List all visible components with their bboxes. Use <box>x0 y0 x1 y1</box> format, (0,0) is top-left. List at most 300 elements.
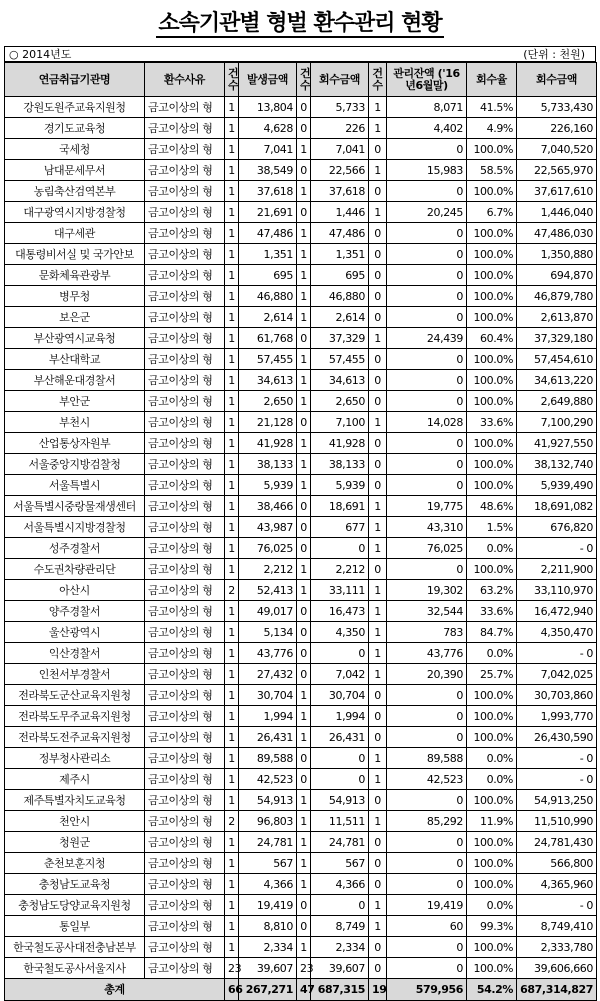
cell-rate: 58.5% <box>467 160 517 181</box>
cell-rate: 33.6% <box>467 601 517 622</box>
cell-reason: 금고이상의 형 <box>145 664 225 685</box>
col-count3: 건수 <box>369 63 387 97</box>
cell-rate: 99.3% <box>467 916 517 937</box>
cell-reason: 금고이상의 형 <box>145 433 225 454</box>
cell-n2: 1 <box>297 832 311 853</box>
cell-reason: 금고이상의 형 <box>145 874 225 895</box>
cell-recovered: 0 <box>311 769 369 790</box>
cell-amount: 566,800 <box>517 853 597 874</box>
cell-balance: 19,775 <box>387 496 467 517</box>
cell-balance: 0 <box>387 475 467 496</box>
cell-amount: 226,160 <box>517 118 597 139</box>
cell-n3: 1 <box>369 202 387 223</box>
cell-reason: 금고이상의 형 <box>145 580 225 601</box>
cell-rate: 60.4% <box>467 328 517 349</box>
cell-n2: 0 <box>297 895 311 916</box>
cell-balance: 0 <box>387 139 467 160</box>
cell-reason: 금고이상의 형 <box>145 454 225 475</box>
cell-agency: 전라북도무주교육지원청 <box>5 706 145 727</box>
cell-n2: 1 <box>297 286 311 307</box>
cell-agency: 강원도원주교육지원청 <box>5 97 145 118</box>
cell-agency: 부안군 <box>5 391 145 412</box>
cell-recovered: 677 <box>311 517 369 538</box>
cell-n3: 1 <box>369 496 387 517</box>
cell-recovered: 34,613 <box>311 370 369 391</box>
cell-n3: 1 <box>369 328 387 349</box>
cell-n3: 0 <box>369 286 387 307</box>
cell-balance: 0 <box>387 223 467 244</box>
cell-issued: 89,588 <box>239 748 297 769</box>
cell-recovered: 38,133 <box>311 454 369 475</box>
cell-recovered: 7,100 <box>311 412 369 433</box>
cell-n2: 0 <box>297 664 311 685</box>
cell-n1: 1 <box>225 412 239 433</box>
cell-issued: 2,334 <box>239 937 297 958</box>
cell-n1: 1 <box>225 328 239 349</box>
total-n2: 47 <box>297 979 311 1001</box>
total-issued: 267,271 <box>239 979 297 1001</box>
cell-rate: 100.0% <box>467 286 517 307</box>
cell-recovered: 567 <box>311 853 369 874</box>
cell-n2: 1 <box>297 391 311 412</box>
cell-n3: 1 <box>369 748 387 769</box>
cell-reason: 금고이상의 형 <box>145 748 225 769</box>
cell-n1: 1 <box>225 748 239 769</box>
cell-rate: 100.0% <box>467 832 517 853</box>
cell-n1: 1 <box>225 496 239 517</box>
cell-recovered: 37,329 <box>311 328 369 349</box>
col-issued: 발생금액 <box>239 63 297 97</box>
cell-amount: 7,040,520 <box>517 139 597 160</box>
cell-rate: 100.0% <box>467 370 517 391</box>
table-row <box>5 286 597 307</box>
cell-amount: 47,486,030 <box>517 223 597 244</box>
cell-n3: 1 <box>369 160 387 181</box>
cell-issued: 37,618 <box>239 181 297 202</box>
cell-rate: 0.0% <box>467 643 517 664</box>
cell-agency: 춘천보훈지청 <box>5 853 145 874</box>
cell-recovered: 7,042 <box>311 664 369 685</box>
cell-balance: 0 <box>387 307 467 328</box>
cell-balance: 76,025 <box>387 538 467 559</box>
cell-balance: 0 <box>387 874 467 895</box>
cell-rate: 0.0% <box>467 769 517 790</box>
cell-n3: 1 <box>369 916 387 937</box>
cell-n3: 0 <box>369 475 387 496</box>
cell-balance: 19,302 <box>387 580 467 601</box>
cell-n1: 1 <box>225 790 239 811</box>
cell-recovered: 26,431 <box>311 727 369 748</box>
cell-amount: 39,606,660 <box>517 958 597 979</box>
cell-reason: 금고이상의 형 <box>145 853 225 874</box>
cell-balance: 0 <box>387 937 467 958</box>
cell-balance: 0 <box>387 181 467 202</box>
cell-rate: 100.0% <box>467 307 517 328</box>
cell-n3: 0 <box>369 853 387 874</box>
cell-agency: 충청남도교육청 <box>5 874 145 895</box>
cell-recovered: 18,691 <box>311 496 369 517</box>
cell-n3: 0 <box>369 139 387 160</box>
cell-balance: 85,292 <box>387 811 467 832</box>
cell-balance: 20,245 <box>387 202 467 223</box>
cell-issued: 27,432 <box>239 664 297 685</box>
cell-agency: 수도권차량관리단 <box>5 559 145 580</box>
table-row <box>5 454 597 475</box>
cell-n1: 1 <box>225 664 239 685</box>
cell-recovered: 2,334 <box>311 937 369 958</box>
cell-n3: 1 <box>369 118 387 139</box>
cell-agency: 양주경찰서 <box>5 601 145 622</box>
cell-reason: 금고이상의 형 <box>145 601 225 622</box>
table-row <box>5 832 597 853</box>
cell-recovered: 1,446 <box>311 202 369 223</box>
cell-n3: 1 <box>369 580 387 601</box>
cell-balance: 0 <box>387 559 467 580</box>
cell-n1: 1 <box>225 895 239 916</box>
cell-reason: 금고이상의 형 <box>145 202 225 223</box>
table-row <box>5 643 597 664</box>
cell-n1: 1 <box>225 874 239 895</box>
cell-recovered: 4,366 <box>311 874 369 895</box>
cell-n3: 1 <box>369 643 387 664</box>
cell-amount: 41,927,550 <box>517 433 597 454</box>
cell-reason: 금고이상의 형 <box>145 391 225 412</box>
cell-recovered: 0 <box>311 643 369 664</box>
cell-rate: 100.0% <box>467 937 517 958</box>
cell-n1: 1 <box>225 769 239 790</box>
cell-rate: 41.5% <box>467 97 517 118</box>
cell-issued: 695 <box>239 265 297 286</box>
cell-agency: 성주경찰서 <box>5 538 145 559</box>
table-row <box>5 559 597 580</box>
cell-agency: 병무청 <box>5 286 145 307</box>
total-balance: 579,956 <box>387 979 467 1001</box>
cell-issued: 46,880 <box>239 286 297 307</box>
cell-reason: 금고이상의 형 <box>145 685 225 706</box>
cell-n2: 1 <box>297 265 311 286</box>
cell-reason: 금고이상의 형 <box>145 496 225 517</box>
cell-agency: 천안시 <box>5 811 145 832</box>
cell-recovered: 7,041 <box>311 139 369 160</box>
table-row <box>5 601 597 622</box>
cell-rate: 100.0% <box>467 454 517 475</box>
page-title-wrap <box>0 6 600 37</box>
cell-reason: 금고이상의 형 <box>145 622 225 643</box>
cell-agency: 제주시 <box>5 769 145 790</box>
cell-n2: 0 <box>297 496 311 517</box>
cell-n1: 1 <box>225 433 239 454</box>
cell-balance: 43,776 <box>387 643 467 664</box>
table-row <box>5 790 597 811</box>
cell-agency: 경기도교육청 <box>5 118 145 139</box>
cell-amount: 37,329,180 <box>517 328 597 349</box>
cell-balance: 0 <box>387 853 467 874</box>
cell-n2: 1 <box>297 559 311 580</box>
cell-reason: 금고이상의 형 <box>145 118 225 139</box>
cell-recovered: 4,350 <box>311 622 369 643</box>
table-row <box>5 139 597 160</box>
cell-n3: 0 <box>369 685 387 706</box>
cell-n3: 0 <box>369 958 387 979</box>
unit-label: (단위 : 천원) <box>523 48 585 61</box>
cell-agency: 통일부 <box>5 916 145 937</box>
cell-agency: 전라북도군산교육지원청 <box>5 685 145 706</box>
cell-amount: 37,617,610 <box>517 181 597 202</box>
cell-n3: 0 <box>369 937 387 958</box>
cell-rate: 1.5% <box>467 517 517 538</box>
cell-n2: 1 <box>297 874 311 895</box>
table-row <box>5 433 597 454</box>
total-row <box>5 979 597 1001</box>
header-row <box>5 63 597 97</box>
cell-amount: 7,042,025 <box>517 664 597 685</box>
cell-recovered: 1,994 <box>311 706 369 727</box>
cell-balance: 14,028 <box>387 412 467 433</box>
cell-n1: 1 <box>225 454 239 475</box>
table-row <box>5 160 597 181</box>
cell-agency: 대구광역시지방경찰청 <box>5 202 145 223</box>
cell-amount: - 0 <box>517 769 597 790</box>
cell-issued: 2,614 <box>239 307 297 328</box>
cell-issued: 21,691 <box>239 202 297 223</box>
cell-n2: 0 <box>297 517 311 538</box>
cell-n3: 0 <box>369 181 387 202</box>
cell-n3: 1 <box>369 412 387 433</box>
cell-n3: 1 <box>369 538 387 559</box>
cell-amount: 38,132,740 <box>517 454 597 475</box>
cell-amount: - 0 <box>517 748 597 769</box>
table-row <box>5 97 597 118</box>
cell-balance: 8,071 <box>387 97 467 118</box>
cell-rate: 100.0% <box>467 475 517 496</box>
cell-n1: 1 <box>225 202 239 223</box>
col-reason: 환수사유 <box>145 63 225 97</box>
cell-n2: 1 <box>297 181 311 202</box>
cell-issued: 96,803 <box>239 811 297 832</box>
cell-issued: 13,804 <box>239 97 297 118</box>
table-row <box>5 664 597 685</box>
cell-reason: 금고이상의 형 <box>145 244 225 265</box>
cell-amount: 2,211,900 <box>517 559 597 580</box>
cell-agency: 전라북도전주교육지원청 <box>5 727 145 748</box>
table-row <box>5 622 597 643</box>
cell-balance: 0 <box>387 790 467 811</box>
cell-recovered: 8,749 <box>311 916 369 937</box>
cell-n3: 1 <box>369 895 387 916</box>
cell-n1: 1 <box>225 622 239 643</box>
cell-agency: 충청남도당양교육지원청 <box>5 895 145 916</box>
cell-n3: 1 <box>369 601 387 622</box>
cell-issued: 26,431 <box>239 727 297 748</box>
cell-n1: 2 <box>225 580 239 601</box>
total-recovered: 687,315 <box>311 979 369 1001</box>
cell-n2: 1 <box>297 790 311 811</box>
cell-n2: 1 <box>297 307 311 328</box>
cell-issued: 41,928 <box>239 433 297 454</box>
table-row <box>5 580 597 601</box>
cell-issued: 57,455 <box>239 349 297 370</box>
table-row <box>5 853 597 874</box>
cell-n3: 0 <box>369 244 387 265</box>
cell-agency: 청원군 <box>5 832 145 853</box>
cell-balance: 0 <box>387 706 467 727</box>
cell-balance: 19,419 <box>387 895 467 916</box>
cell-n3: 0 <box>369 790 387 811</box>
cell-rate: 0.0% <box>467 538 517 559</box>
cell-rate: 100.0% <box>467 958 517 979</box>
cell-n2: 0 <box>297 202 311 223</box>
cell-n3: 0 <box>369 433 387 454</box>
cell-n1: 1 <box>225 601 239 622</box>
cell-n2: 1 <box>297 475 311 496</box>
cell-n2: 0 <box>297 769 311 790</box>
cell-amount: 8,749,410 <box>517 916 597 937</box>
cell-agency: 대구세관 <box>5 223 145 244</box>
table-row <box>5 937 597 958</box>
cell-recovered: 2,650 <box>311 391 369 412</box>
cell-balance: 0 <box>387 685 467 706</box>
cell-n2: 1 <box>297 223 311 244</box>
cell-n2: 0 <box>297 748 311 769</box>
cell-amount: 26,430,590 <box>517 727 597 748</box>
cell-n3: 0 <box>369 370 387 391</box>
cell-n1: 2 <box>225 811 239 832</box>
cell-agency: 한국철도공사서울지사 <box>5 958 145 979</box>
cell-n1: 1 <box>225 265 239 286</box>
cell-reason: 금고이상의 형 <box>145 517 225 538</box>
cell-amount: 46,879,780 <box>517 286 597 307</box>
cell-n1: 1 <box>225 307 239 328</box>
cell-issued: 76,025 <box>239 538 297 559</box>
cell-n1: 1 <box>225 559 239 580</box>
cell-balance: 20,390 <box>387 664 467 685</box>
total-rate: 54.2% <box>467 979 517 1001</box>
cell-rate: 100.0% <box>467 727 517 748</box>
cell-n1: 1 <box>225 643 239 664</box>
cell-recovered: 39,607 <box>311 958 369 979</box>
cell-n2: 1 <box>297 580 311 601</box>
cell-issued: 7,041 <box>239 139 297 160</box>
cell-issued: 39,607 <box>239 958 297 979</box>
table-row <box>5 496 597 517</box>
cell-n2: 0 <box>297 538 311 559</box>
table-row <box>5 265 597 286</box>
cell-recovered: 57,455 <box>311 349 369 370</box>
cell-rate: 0.0% <box>467 895 517 916</box>
cell-n3: 0 <box>369 454 387 475</box>
cell-rate: 48.6% <box>467 496 517 517</box>
table-row <box>5 958 597 979</box>
cell-issued: 2,650 <box>239 391 297 412</box>
table-row <box>5 328 597 349</box>
cell-issued: 43,987 <box>239 517 297 538</box>
cell-rate: 100.0% <box>467 244 517 265</box>
cell-n1: 1 <box>225 370 239 391</box>
total-label: 총계 <box>5 979 225 1001</box>
cell-n2: 1 <box>297 433 311 454</box>
col-count1: 건수 <box>225 63 239 97</box>
cell-recovered: 2,212 <box>311 559 369 580</box>
col-rate: 회수율 <box>467 63 517 97</box>
page-title: 소속기관별 형벌 환수관리 현황 <box>158 11 442 36</box>
cell-agency: 부산해운대경찰서 <box>5 370 145 391</box>
cell-recovered: 24,781 <box>311 832 369 853</box>
cell-agency: 인천서부경찰서 <box>5 664 145 685</box>
recovery-table <box>4 62 597 1001</box>
cell-issued: 8,810 <box>239 916 297 937</box>
cell-n2: 1 <box>297 937 311 958</box>
cell-n2: 0 <box>297 643 311 664</box>
cell-recovered: 47,486 <box>311 223 369 244</box>
cell-rate: 100.0% <box>467 706 517 727</box>
total-n1: 66 <box>225 979 239 1001</box>
cell-recovered: 22,566 <box>311 160 369 181</box>
cell-agency: 서울특별시지방경찰청 <box>5 517 145 538</box>
total-amount: 687,314,827 <box>517 979 597 1001</box>
cell-reason: 금고이상의 형 <box>145 97 225 118</box>
cell-rate: 25.7% <box>467 664 517 685</box>
cell-recovered: 0 <box>311 748 369 769</box>
cell-n1: 1 <box>225 160 239 181</box>
cell-reason: 금고이상의 형 <box>145 643 225 664</box>
cell-issued: 38,133 <box>239 454 297 475</box>
cell-reason: 금고이상의 형 <box>145 328 225 349</box>
table-row <box>5 895 597 916</box>
cell-amount: 5,733,430 <box>517 97 597 118</box>
cell-agency: 익산경찰서 <box>5 643 145 664</box>
cell-n1: 1 <box>225 181 239 202</box>
cell-agency: 부산대학교 <box>5 349 145 370</box>
table-row <box>5 916 597 937</box>
total-n3: 19 <box>369 979 387 1001</box>
cell-reason: 금고이상의 형 <box>145 307 225 328</box>
table-row <box>5 517 597 538</box>
cell-n3: 1 <box>369 811 387 832</box>
cell-issued: 5,134 <box>239 622 297 643</box>
cell-recovered: 0 <box>311 538 369 559</box>
table-row <box>5 727 597 748</box>
table-row <box>5 202 597 223</box>
cell-n3: 0 <box>369 727 387 748</box>
cell-n1: 1 <box>225 391 239 412</box>
cell-balance: 60 <box>387 916 467 937</box>
cell-recovered: 695 <box>311 265 369 286</box>
cell-reason: 금고이상의 형 <box>145 475 225 496</box>
year-label: ○ 2014년도 <box>9 48 72 61</box>
cell-rate: 100.0% <box>467 265 517 286</box>
cell-agency: 남대문세무서 <box>5 160 145 181</box>
cell-issued: 2,212 <box>239 559 297 580</box>
cell-amount: 2,649,880 <box>517 391 597 412</box>
cell-rate: 100.0% <box>467 139 517 160</box>
cell-reason: 금고이상의 형 <box>145 958 225 979</box>
cell-n1: 23 <box>225 958 239 979</box>
cell-amount: - 0 <box>517 643 597 664</box>
cell-amount: 11,510,990 <box>517 811 597 832</box>
cell-n3: 1 <box>369 769 387 790</box>
cell-rate: 6.7% <box>467 202 517 223</box>
cell-agency: 서울중앙지방검찰청 <box>5 454 145 475</box>
cell-reason: 금고이상의 형 <box>145 811 225 832</box>
table-row <box>5 706 597 727</box>
cell-reason: 금고이상의 형 <box>145 559 225 580</box>
col-recovered2: 회수금액 <box>517 63 597 97</box>
cell-n1: 1 <box>225 349 239 370</box>
cell-reason: 금고이상의 형 <box>145 769 225 790</box>
cell-recovered: 30,704 <box>311 685 369 706</box>
cell-amount: 24,781,430 <box>517 832 597 853</box>
cell-n2: 0 <box>297 601 311 622</box>
